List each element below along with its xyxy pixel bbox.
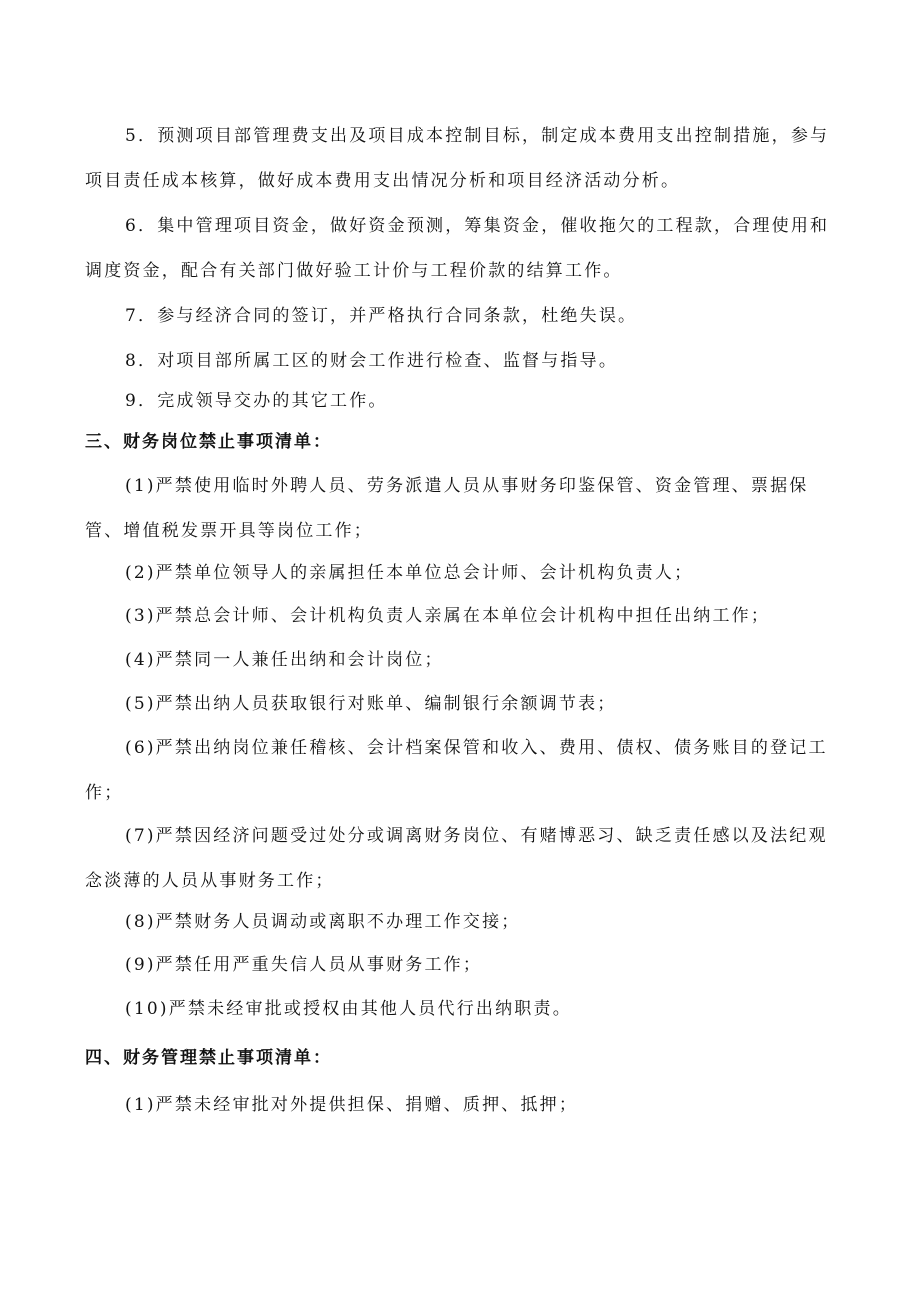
paragraph-item-7: 7．参与经济合同的签订，并严格执行合同条款，杜绝失误。 [125, 306, 638, 326]
section-3-item-8: (8)严禁财务人员调动或离职不办理工作交接； [125, 912, 521, 932]
section-3-item-5: (5)严禁出纳人员获取银行对账单、编制银行余额调节表； [125, 694, 617, 714]
section-3-item-1: (1)严禁使用临时外聘人员、劳务派遣人员从事财务印鉴保管、资金管理、票据保管、增值税发票开具等岗位工作； [85, 476, 809, 541]
section-4-item-1: (1)严禁未经审批对外提供担保、捐赠、质押、抵押； [125, 1095, 579, 1115]
section-3-item-6: (6)严禁出纳岗位兼任稽核、会计档案保管和收入、费用、债权、债务账目的登记工作； [85, 738, 828, 803]
paragraph-item-9: 9．完成领导交办的其它工作。 [125, 391, 388, 411]
section-3-heading: 三、财务岗位禁止事项清单： [85, 432, 332, 452]
section-3-item-2: (2)严禁单位领导人的亲属担任本单位总会计师、会计机构负责人； [125, 563, 694, 583]
paragraph-item-6: 6．集中管理项目资金，做好资金预测，筹集资金，催收拖欠的工程款，合理使用和调度资金，配合有关部门做好验工计价与工程价款的结算工作。 [85, 216, 830, 281]
paragraph-item-8: 8．对项目部所属工区的财会工作进行检查、监督与指导。 [125, 351, 619, 371]
section-3-item-9: (9)严禁任用严重失信人员从事财务工作； [125, 955, 483, 975]
section-4-heading: 四、财务管理禁止事项清单： [85, 1048, 332, 1068]
section-3-item-10: (10)严禁未经审批或授权由其他人员代行出纳职责。 [125, 999, 572, 1019]
section-3-item-4: (4)严禁同一人兼任出纳和会计岗位； [125, 650, 444, 670]
section-3-item-7: (7)严禁因经济问题受过处分或调离财务岗位、有赌博恶习、缺乏责任感以及法纪观念淡薄的人员从事财务工作； [85, 826, 828, 891]
section-3-item-3: (3)严禁总会计师、会计机构负责人亲属在本单位会计机构中担任出纳工作； [125, 606, 771, 626]
paragraph-item-5: 5．预测项目部管理费支出及项目成本控制目标，制定成本费用支出控制措施，参与项目责任成本核算，做好成本费用支出情况分析和项目经济活动分析。 [85, 126, 830, 191]
